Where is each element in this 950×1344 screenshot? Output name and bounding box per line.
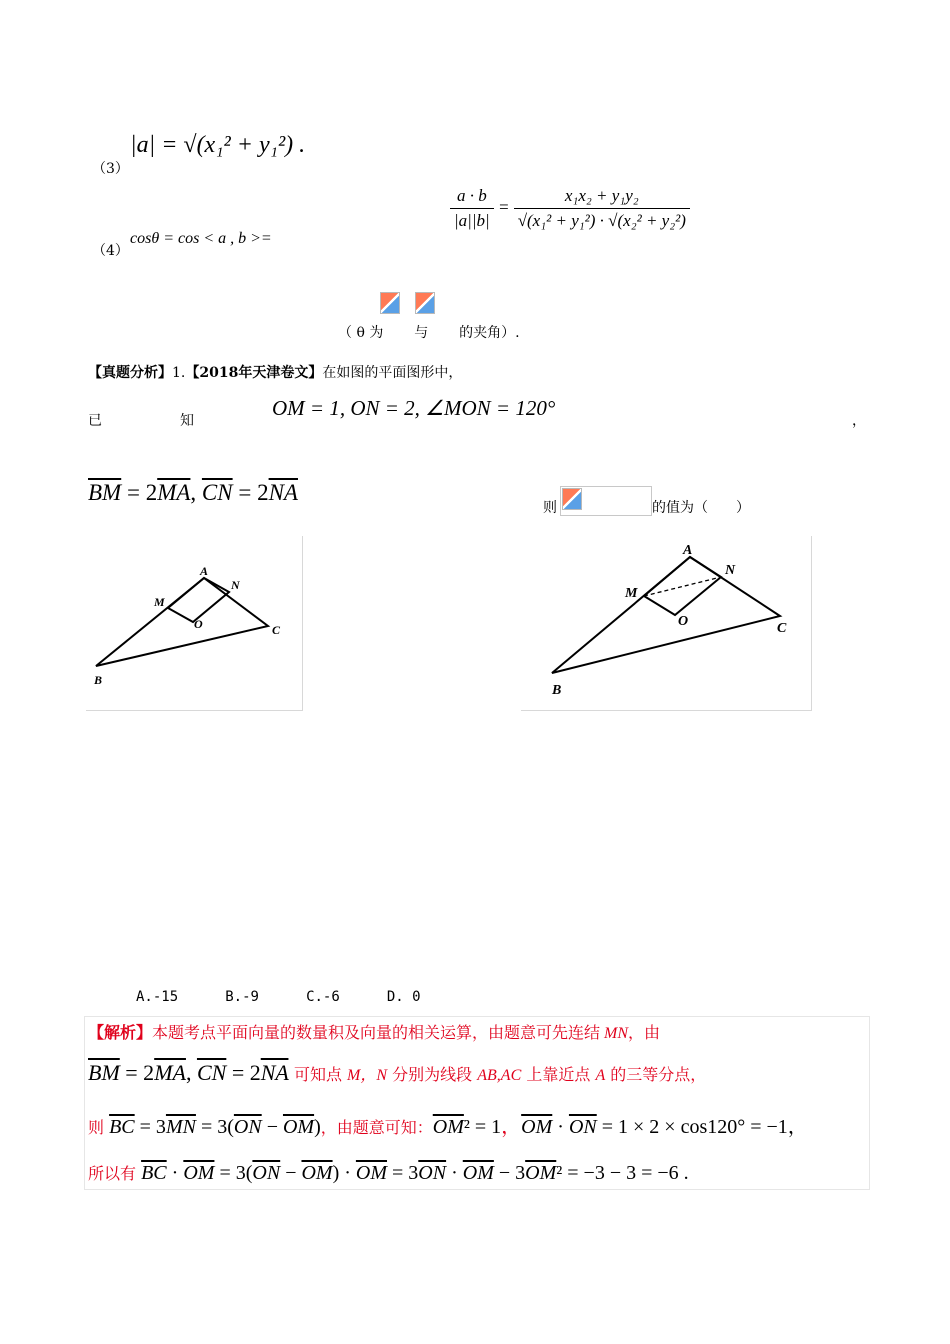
analysis-tag: 【解析】 xyxy=(88,1023,153,1042)
label-a: A xyxy=(683,543,693,558)
a3-eq2: = 3( xyxy=(195,1116,234,1138)
a2-mn: M，N xyxy=(347,1067,388,1084)
a4-om4: $\overline{OM}$ xyxy=(462,1162,494,1184)
a3-mn: $\overline{MN}$ xyxy=(165,1116,196,1138)
problem-header xyxy=(88,362,462,382)
a2-text2: 分别为线段 xyxy=(387,1065,478,1084)
a3-sq: ² = 1 xyxy=(463,1116,502,1138)
analysis-line-1 xyxy=(88,1020,660,1043)
broken-image-icon xyxy=(562,488,582,510)
analysis-line-3 xyxy=(88,1110,808,1139)
a2-eq1: = 2 xyxy=(119,1060,155,1085)
formula-3: |a| = √(x₁² + y₁²) . xyxy=(130,132,306,158)
theta-note-with: 与 xyxy=(414,325,429,341)
then-label: 则 xyxy=(543,500,557,516)
formula-3-label: （3） xyxy=(92,161,129,177)
a4-om3: $\overline{OM}$ xyxy=(355,1162,388,1184)
vector-na: $\overline{NA}$ xyxy=(268,480,298,505)
theta-note-open: （ θ 为 xyxy=(338,325,384,341)
vector-sep: , xyxy=(190,480,202,505)
theta-note xyxy=(338,322,520,342)
a3-on: $\overline{ON}$ xyxy=(233,1116,262,1138)
a4-on2: $\overline{ON}$ xyxy=(418,1162,447,1184)
a2-abac: AB,AC xyxy=(477,1067,522,1084)
vector-cn: $\overline{CN}$ xyxy=(201,480,233,505)
a4-on: $\overline{ON}$ xyxy=(252,1162,281,1184)
label-c: C xyxy=(777,621,787,636)
label-o: O xyxy=(678,614,689,629)
a4-eq: = 3( xyxy=(214,1162,253,1184)
a3-om3: $\overline{OM}$ xyxy=(521,1116,553,1138)
vector-eq-1: = 2 xyxy=(121,480,158,505)
a2-na: $\overline{NA}$ xyxy=(260,1060,289,1085)
a3-bc: $\overline{BC}$ xyxy=(109,1116,135,1138)
vector-bm: $\overline{BM}$ xyxy=(88,480,122,505)
a2-a: A xyxy=(595,1067,606,1084)
broken-image-icon xyxy=(415,292,435,314)
a4-minus2: − 3 xyxy=(493,1162,526,1184)
formula-4-equals: = xyxy=(497,197,510,217)
known-char-2: 知 xyxy=(180,413,194,429)
label-a: A xyxy=(200,564,209,578)
a3-minus: − xyxy=(261,1116,283,1138)
a4-eq2: = 3 xyxy=(387,1162,419,1184)
value-is-label: 的值为（ ） xyxy=(652,500,750,516)
a3-text: ，由题意可知： xyxy=(320,1118,433,1137)
a3-val: = 1 × 2 × cos120° = −1， xyxy=(596,1116,808,1138)
a4-close: ) · xyxy=(332,1162,356,1184)
a3-om2: $\overline{OM}$ xyxy=(432,1116,464,1138)
label-c: C xyxy=(272,623,281,637)
vector-ma: $\overline{MA}$ xyxy=(157,480,191,505)
formula-4-numerator: a · b xyxy=(450,186,494,209)
a3-on2: $\overline{ON}$ xyxy=(568,1116,597,1138)
label-m: M xyxy=(625,586,638,601)
analysis-text-1: 本题考点平面向量的数量积及向量的相关运算，由题意可先连结 xyxy=(152,1023,601,1042)
figure-right xyxy=(521,536,812,711)
known-char-1: 已 xyxy=(88,413,102,429)
a3-close: ) xyxy=(314,1116,321,1138)
triangle-abc xyxy=(552,557,780,673)
label-o: O xyxy=(194,617,203,631)
vector-conditions xyxy=(88,480,298,506)
problem-source: 【2018年天津卷文】 xyxy=(185,365,323,381)
a2-cn: $\overline{CN}$ xyxy=(196,1060,227,1085)
broken-image-icon xyxy=(380,292,400,314)
triangle-abc xyxy=(96,578,268,666)
a4-om5: $\overline{OM}$ xyxy=(525,1162,557,1184)
label-m: M xyxy=(154,595,165,609)
option-c[interactable]: C.-6 xyxy=(306,989,340,1005)
formula-4-rhs-denominator: √(x₁² + y₁²) · √(x₂² + y₂²) xyxy=(517,211,686,230)
analysis-text-1-end: ，由 xyxy=(628,1023,661,1042)
a3-dot: · xyxy=(552,1116,569,1138)
formula-4-label: （4） xyxy=(92,243,129,259)
problem-number: 1. xyxy=(172,365,186,381)
option-b[interactable]: B.-9 xyxy=(225,989,259,1005)
a4-so: 所以有 xyxy=(88,1164,142,1183)
figure-left-svg xyxy=(86,536,302,710)
label-n: N xyxy=(231,578,240,592)
a3-eq: = 3 xyxy=(134,1116,166,1138)
a3-om: $\overline{OM}$ xyxy=(282,1116,315,1138)
label-n: N xyxy=(725,563,736,578)
formula-4-left: cosθ = cos < a , b >= xyxy=(130,230,272,247)
vector-eq-2: = 2 xyxy=(232,480,269,505)
a4-om: $\overline{OM}$ xyxy=(183,1162,215,1184)
a2-eq2: = 2 xyxy=(226,1060,261,1085)
a3-then: 则 xyxy=(88,1118,110,1137)
a2-text1: 可知点 xyxy=(293,1065,348,1084)
a2-sep: , xyxy=(185,1060,197,1085)
formula-4-denominator: |a||b| xyxy=(454,211,490,230)
given-conditions: OM = 1, ON = 2, ∠MON = 120° xyxy=(272,396,556,420)
label-b: B xyxy=(94,673,103,687)
analysis-line-4 xyxy=(88,1160,689,1185)
a2-bm: $\overline{BM}$ xyxy=(88,1060,120,1085)
parallelogram-amon xyxy=(644,557,721,615)
a4-bc: $\overline{BC}$ xyxy=(141,1162,167,1184)
a4-result: ² = −3 − 3 = −6 . xyxy=(556,1162,689,1184)
figure-left xyxy=(86,536,303,711)
option-d[interactable]: D. 0 xyxy=(386,989,421,1005)
formula-4-fraction xyxy=(450,186,690,231)
parallelogram-amon xyxy=(168,578,229,622)
formula-4-rhs-numerator: x₁x₂ + y₁y₂ xyxy=(514,186,690,209)
problem-intro: 在如图的平面图形中， xyxy=(322,365,463,381)
a2-ma: $\overline{MA}$ xyxy=(154,1060,186,1085)
problem-tag: 【真题分析】 xyxy=(88,365,172,381)
figure-right-svg xyxy=(521,536,811,710)
analysis-mn: MN xyxy=(600,1025,629,1042)
a4-om2: $\overline{OM}$ xyxy=(301,1162,333,1184)
a4-minus: − xyxy=(280,1162,302,1184)
option-a[interactable]: A.-15 xyxy=(136,989,179,1005)
answer-options xyxy=(136,986,463,1005)
theta-note-close: 的夹角）. xyxy=(459,325,520,341)
a2-text4: 的三等分点， xyxy=(605,1065,707,1084)
question-image-placeholder xyxy=(560,486,652,516)
given-comma: ， xyxy=(852,413,866,429)
a4-dot: · xyxy=(166,1162,184,1184)
analysis-line-2 xyxy=(88,1060,706,1086)
a3-comma: ， xyxy=(501,1114,522,1138)
a2-text3: 上靠近点 xyxy=(521,1065,596,1084)
label-b: B xyxy=(552,683,562,698)
a4-dot2: · xyxy=(446,1162,463,1184)
